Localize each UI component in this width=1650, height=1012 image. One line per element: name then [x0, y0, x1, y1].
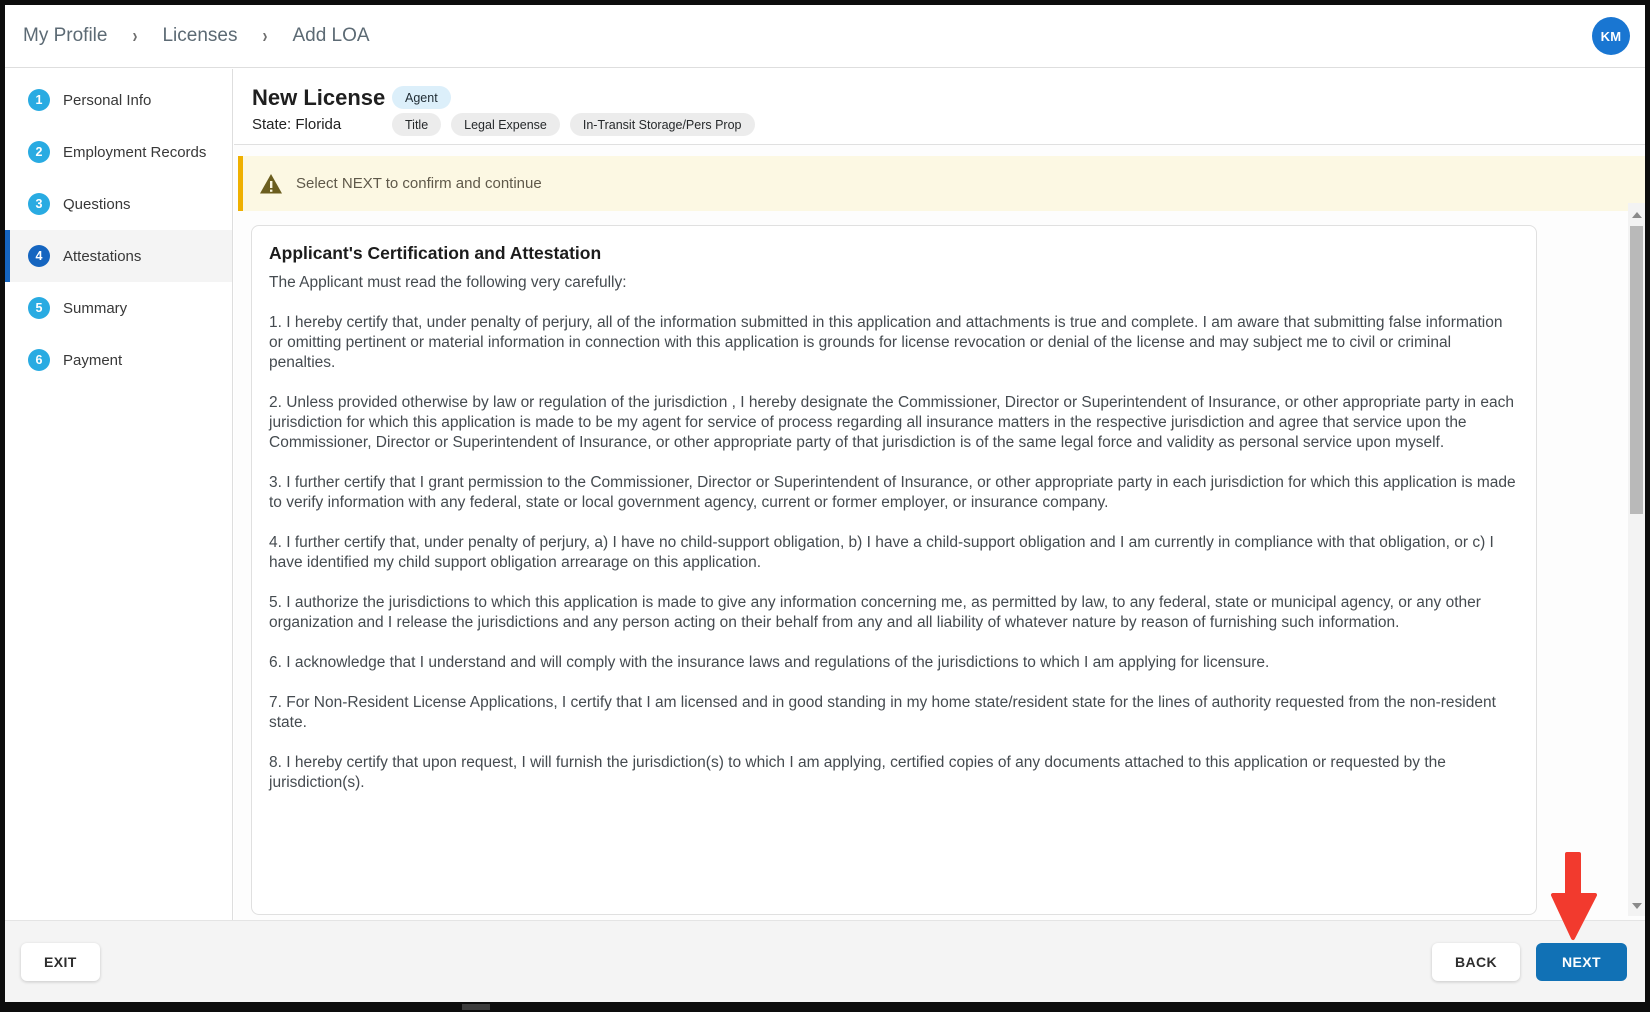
attestation-paragraph: 6. I acknowledge that I understand and will comply with the insurance laws and regulations of the jurisdictions to which I am applying for licensure.	[269, 654, 1270, 671]
alert-banner	[238, 156, 1645, 211]
exit-button[interactable]: EXIT	[21, 943, 100, 981]
attestation-heading: Applicant's Certification and Attestation	[269, 243, 602, 263]
step-label: Summary	[63, 299, 128, 317]
taskbar-fragment	[462, 1004, 490, 1010]
app-window	[5, 5, 1645, 1002]
loa-badge-legal-expense: Legal Expense	[451, 113, 560, 136]
step-number-badge: 6	[28, 349, 50, 371]
step-label: Personal Info	[63, 91, 152, 109]
attestation-paragraph: 7. For Non-Resident License Applications, I certify that I am licensed and in good standing in my home state/resident state for the lines of authority requested from the non-resident state.	[269, 694, 1496, 731]
attestation-card	[251, 225, 1537, 915]
attestation-paragraph: 4. I further certify that, under penalty of perjury, a) I have no child-support obligation, b) I have a child-support obligation and I am currently in compliance with that obligation, or c) I have identified my child support obligation arrearage on this application.	[269, 534, 1494, 571]
step-label: Questions	[63, 195, 131, 213]
attestation-paragraph: 5. I authorize the jurisdictions to which this application is made to give any information concerning me, as permitted by law, to any federal, state or municipal agency, or any other organization and I release the jurisdictions and any person acting on their behalf from any and all liability of whatever nature by reason of furnishing such information.	[269, 594, 1481, 631]
step-label: Attestations	[63, 247, 142, 265]
chevron-right-icon: ›	[262, 24, 268, 48]
step-number-badge: 4	[28, 245, 50, 267]
sidebar-item-attestations[interactable]	[5, 230, 232, 282]
scroll-up-icon[interactable]	[1632, 212, 1642, 218]
footer-action-bar	[5, 920, 1645, 1002]
breadcrumb-add-loa: Add LOA	[292, 25, 370, 46]
back-button[interactable]: BACK	[1432, 943, 1520, 981]
avatar[interactable]: KM	[1592, 17, 1630, 55]
step-number-badge: 5	[28, 297, 50, 319]
scroll-down-icon[interactable]	[1632, 903, 1642, 909]
state-label: State: Florida	[252, 116, 342, 133]
attestation-paragraph: 3. I further certify that I grant permission to the Commissioner, Director or Superintendent of Insurance, or other appropriate party in each jurisdiction for which this application is made to verify information with any federal, state or local government agency, current or former employer, or insurance company.	[269, 474, 1516, 511]
breadcrumb	[23, 25, 370, 47]
main-content	[234, 69, 1645, 920]
attestation-intro: The Applicant must read the following very carefully:	[269, 274, 627, 291]
sidebar-item-employment-records[interactable]	[5, 126, 232, 178]
attestation-paragraph: 2. Unless provided otherwise by law or regulation of the jurisdiction , I hereby designate the Commissioner, Director or Superintendent of Insurance, or other appropriate party in each jurisdiction for which this application is made to be my agent for service of process regarding all insurance matters in the respective jurisdiction and agree that service upon the Commissioner, Director or Superintendent of Insurance, or other appropriate party of that jurisdiction is of the same legal force and validity as personal service upon myself.	[269, 394, 1514, 451]
stepper-sidebar	[5, 69, 233, 920]
attestation-paragraph: 1. I hereby certify that, under penalty of perjury, all of the information submitted in this application and attachments is true and complete. I am aware that submitting false information or omitting pertinent or material information in connection with this application is grounds for license revocation or denial of the license and may subject me to civil or criminal penalties.	[269, 314, 1503, 371]
step-number-badge: 2	[28, 141, 50, 163]
scrollbar[interactable]	[1628, 203, 1645, 916]
sidebar-item-summary[interactable]	[5, 282, 232, 334]
attestation-paragraph: 8. I hereby certify that upon request, I will furnish the jurisdiction(s) to which I am applying, certified copies of any documents attached to this application or requested by the jurisdiction(s).	[269, 754, 1446, 791]
scrollbar-thumb[interactable]	[1630, 226, 1643, 514]
step-number-badge: 3	[28, 193, 50, 215]
warning-triangle-icon	[260, 174, 282, 194]
sidebar-item-payment[interactable]	[5, 334, 232, 386]
top-bar	[5, 5, 1645, 68]
breadcrumb-my-profile[interactable]: My Profile	[23, 25, 108, 46]
loa-badge-row	[392, 113, 1645, 136]
alert-text: Select NEXT to confirm and continue	[296, 175, 542, 192]
sidebar-item-questions[interactable]	[5, 178, 232, 230]
step-label: Payment	[63, 351, 123, 369]
next-button[interactable]: NEXT	[1536, 943, 1627, 981]
loa-badge-title: Title	[392, 113, 441, 136]
page-title: New License	[252, 84, 386, 110]
license-header	[234, 69, 1645, 145]
chevron-right-icon: ›	[132, 24, 138, 48]
license-type-badge: Agent	[392, 86, 451, 109]
sidebar-item-personal-info[interactable]	[5, 74, 232, 126]
loa-badge-in-transit: In-Transit Storage/Pers Prop	[570, 113, 755, 136]
step-number-badge: 1	[28, 89, 50, 111]
step-label: Employment Records	[63, 143, 207, 161]
breadcrumb-licenses[interactable]: Licenses	[162, 25, 238, 46]
